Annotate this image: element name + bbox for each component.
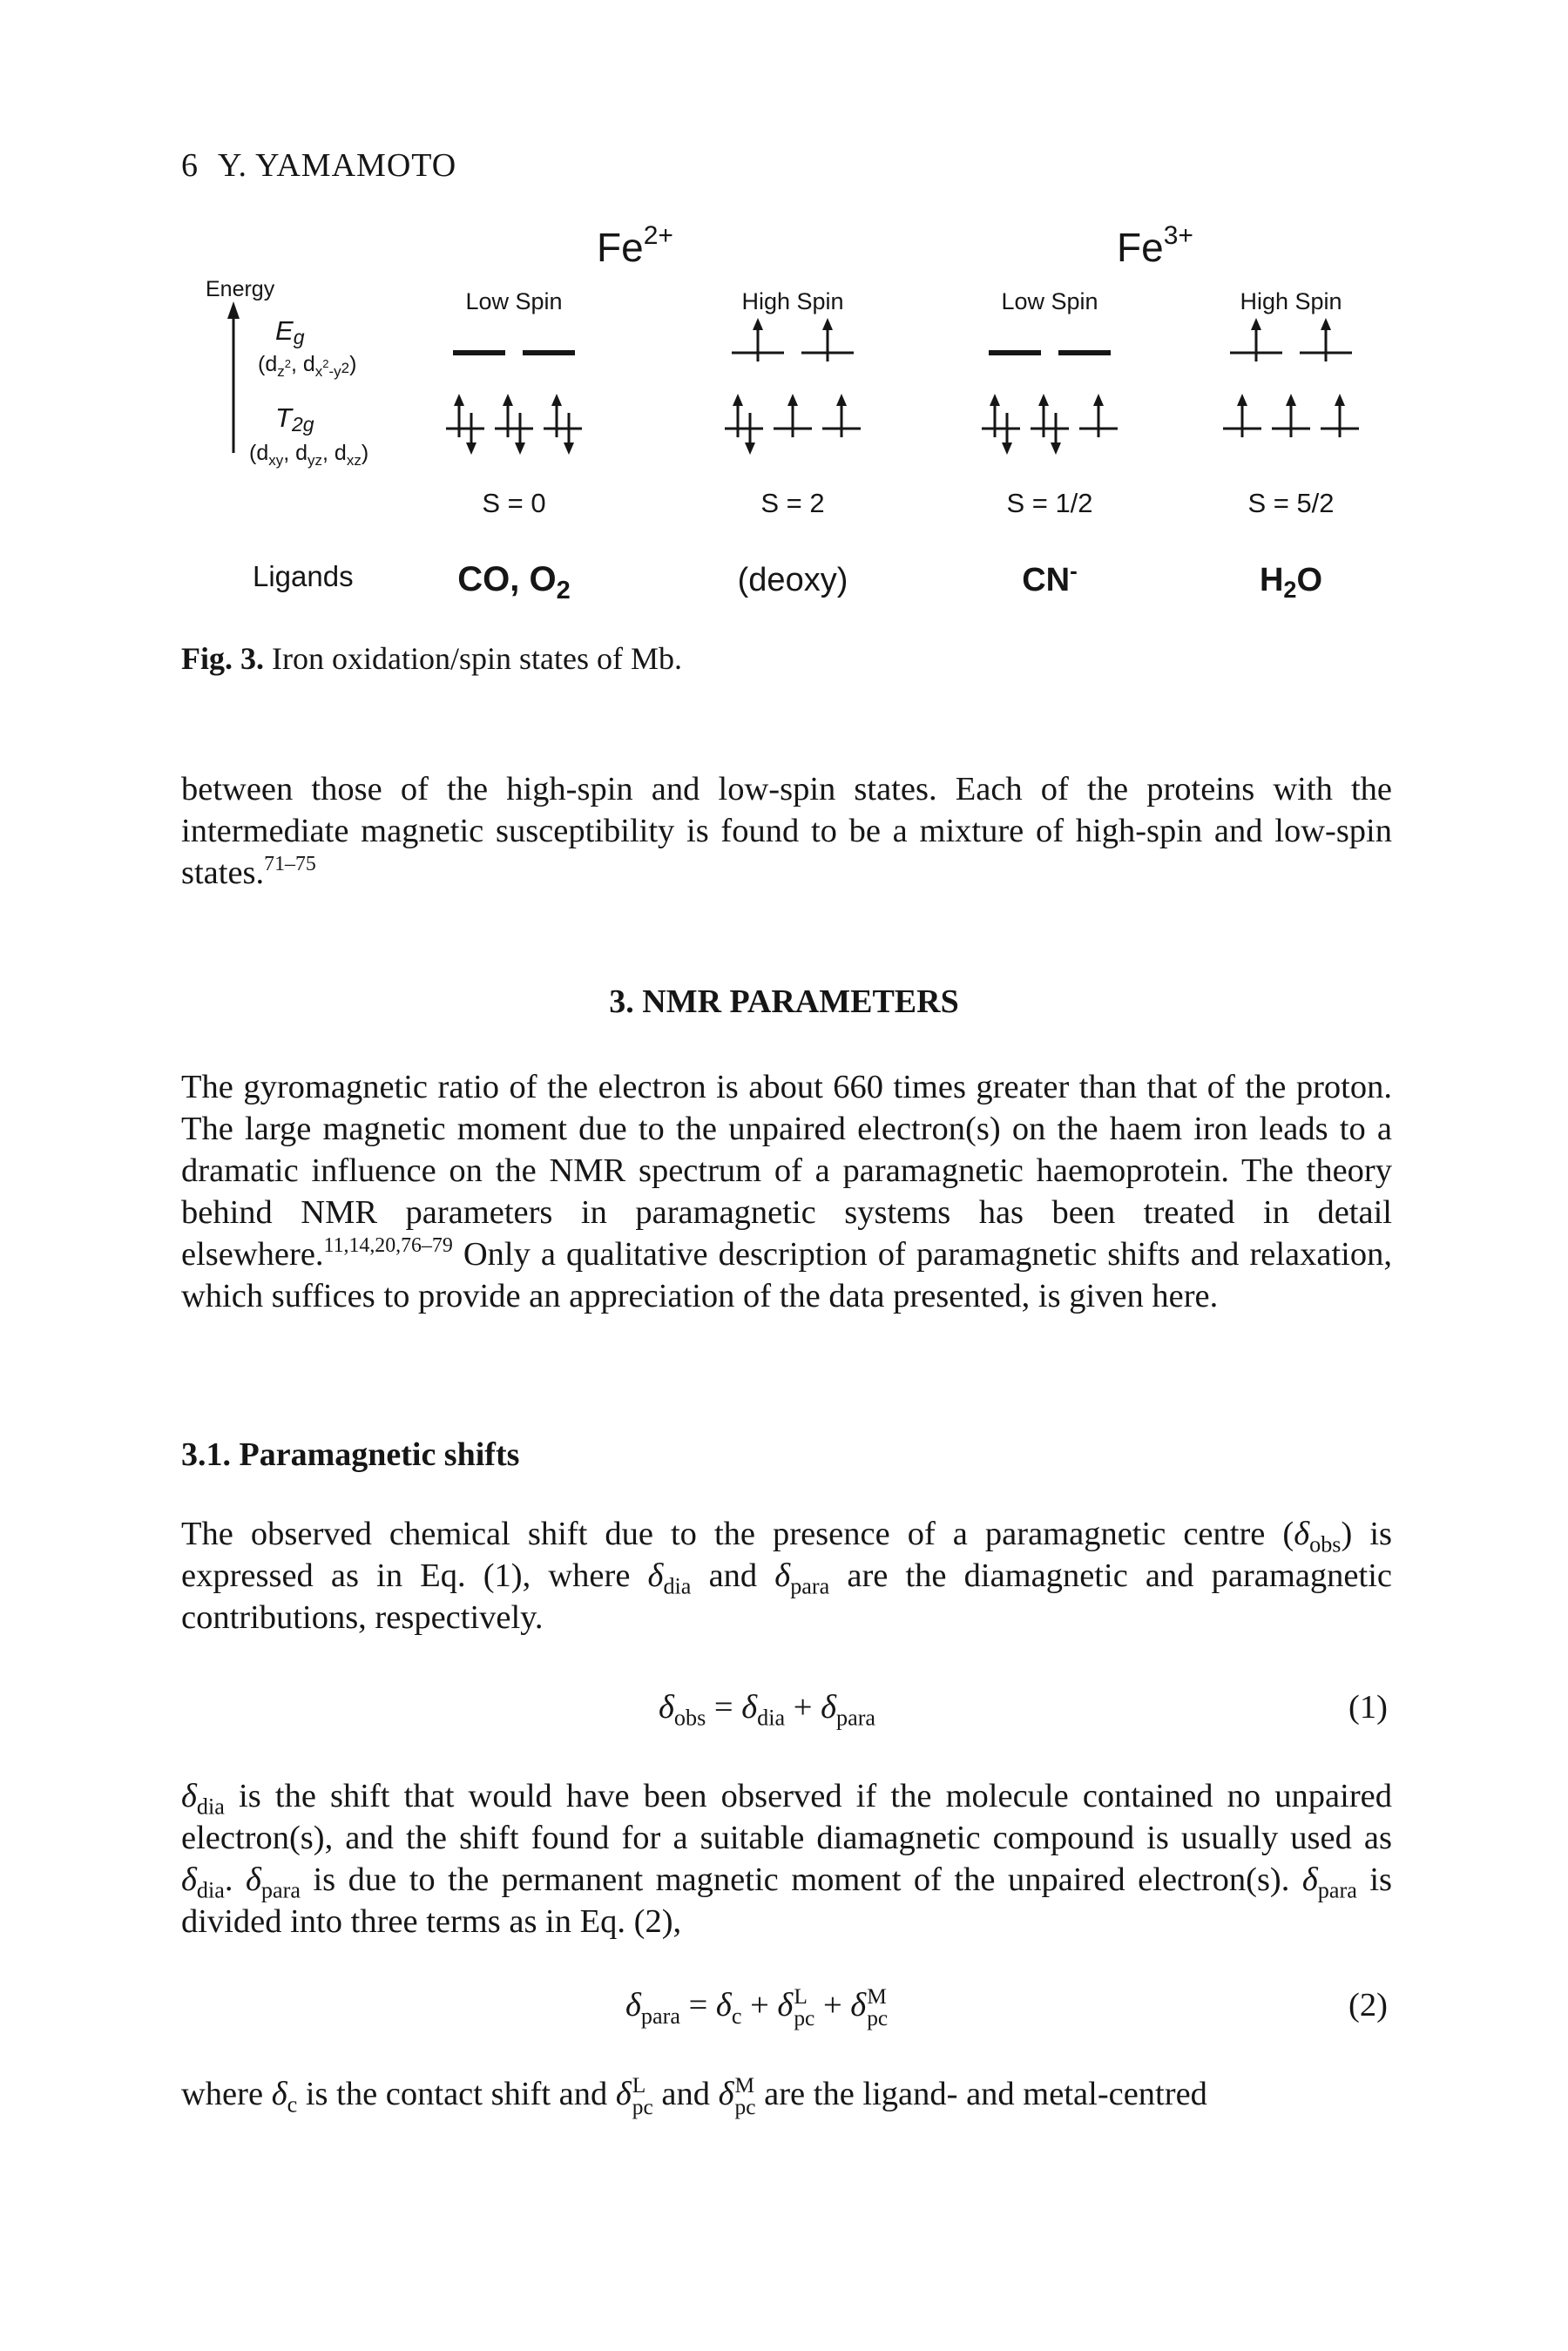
g1-s1-t2g-spin-up-arrowhead-icon <box>1237 394 1247 406</box>
caption-text: Iron oxidation/spin states of Mb. <box>272 641 682 676</box>
spin-state-columns <box>446 288 1359 518</box>
ion-label-fe2: $Fe^{2+}$ <box>597 221 673 270</box>
ligand-fe2-high-spin: (deoxy) <box>737 562 848 598</box>
ligand-fe3-high-spin: $H_2O$ <box>1259 562 1323 603</box>
eg-orbitals: ($d_z^2$, $d_x^2_{-y}2$) <box>258 352 357 380</box>
spin-quantum-number: S = 5/2 <box>1247 488 1335 518</box>
g1-s0-t2g-spin-up-arrowhead-icon <box>1093 394 1104 406</box>
t2g-orbitals: ($d_{xy}$, $d_{yz}$, $d_{xz}$) <box>249 441 369 469</box>
ligand-fe2-low-spin: CO, $O_2$ <box>457 560 571 605</box>
equation-1: $\delta_{obs} = \delta_{dia} + \delta_{para}$ <box>659 1689 876 1731</box>
paragraph-4: $\delta_{dia}$ is the shift that would have been observed if the molecule contained no unpaired electron(s), and the shift found for a suitable diamagnetic compound is usually used as $\delta_{dia}$. $\delta_{para}$ is due to the permanent magnetic moment of the unpaired electron(s). $\delta_{para}$ is divided into three terms as in Eq. (2), <box>181 1778 1392 1940</box>
figure-iron-spin-states <box>0 0 1568 627</box>
equation-1-number: (1) <box>1348 1689 1388 1726</box>
citation: 11,14,20,76–79 <box>323 1234 453 1258</box>
g0-s0-t2g-spin-up-arrowhead-icon <box>454 394 464 406</box>
spin-state-label: High Spin <box>741 288 844 314</box>
spin-state-label: Low Spin <box>1001 288 1098 314</box>
g1-s1-t2g-spin-up-arrowhead-icon <box>1335 394 1345 406</box>
ligands-label: Ligands <box>253 560 354 592</box>
spin-quantum-number: S = 2 <box>760 488 825 518</box>
g1-s0-t2g-spin-down-arrowhead-icon <box>1002 443 1012 455</box>
g0-s0-t2g-spin-down-arrowhead-icon <box>564 443 574 455</box>
eg-label: Eg <box>275 315 305 348</box>
t2g-label: T2g <box>275 402 314 436</box>
equation-2: $\delta_{para} = \delta_c + \delta$ L pc + δ M pc <box>625 1984 889 2031</box>
g0-s1-eg-spin-up-arrowhead-icon <box>753 318 763 330</box>
g1-s0-t2g-spin-down-arrowhead-icon <box>1051 443 1061 455</box>
ligand-fe3-low-spin: CN- <box>1022 557 1078 598</box>
g0-s1-t2g-spin-up-arrowhead-icon <box>733 394 743 406</box>
g0-s1-eg-spin-up-arrowhead-icon <box>822 318 833 330</box>
paragraph-3: The observed chemical shift due to the presence of a paramagnetic centre $(\delta_{obs})$ is expressed as in Eq. (1), where $\delta_{dia}$ and $\delta_{para}$ are the diamagnetic and paramagnetic contributions, respectively. <box>181 1516 1393 1636</box>
g1-s1-t2g-spin-up-arrowhead-icon <box>1286 394 1296 406</box>
caption-label: Fig. 3. <box>181 641 264 676</box>
energy-axis-label: Energy <box>206 277 275 301</box>
paragraph-5: where $\delta_c$ is the contact shift and δ L pc and δ M pc are the ligand- and metal-centred <box>181 2072 1207 2120</box>
spin-quantum-number: S = 0 <box>482 488 546 518</box>
g0-s0-t2g-spin-down-arrowhead-icon <box>466 443 476 455</box>
g0-s0-t2g-spin-up-arrowhead-icon <box>551 394 562 406</box>
spin-state-label: Low Spin <box>465 288 563 314</box>
author-name: Y. YAMAMOTO <box>218 147 457 184</box>
figure-caption <box>181 640 682 677</box>
g1-s1-eg-spin-up-arrowhead-icon <box>1321 318 1331 330</box>
paragraph-2: The gyromagnetic ratio of the electron is about 660 times greater than that of the proton. The large magnetic moment due to the unpaired electron(s) on the haem iron leads to a dramatic influence on the NMR spectrum of a paramagnetic haemoprotein. The theory behind NMR parameters in paramagnetic systems has been treated in detail elsewhere.$^{11,14,20,76-79}$ Only a qualitative description of paramagnetic shifts and relaxation, which suffices to provide an appreciation of the data presented, is given here. <box>181 1069 1392 1314</box>
g0-s1-t2g-spin-down-arrowhead-icon <box>745 443 755 455</box>
subsection-heading: 3.1. Paramagnetic shifts <box>181 1436 520 1473</box>
g0-s0-t2g-spin-down-arrowhead-icon <box>515 443 525 455</box>
g0-s0-t2g-spin-up-arrowhead-icon <box>503 394 513 406</box>
g1-s0-t2g-spin-up-arrowhead-icon <box>1038 394 1049 406</box>
energy-axis-arrow-icon <box>227 301 240 319</box>
spin-state-label: High Spin <box>1240 288 1342 314</box>
citation: 71–75 <box>264 853 316 876</box>
g1-s1-eg-spin-up-arrowhead-icon <box>1251 318 1261 330</box>
paragraph-1: between those of the high-spin and low-spin states. Each of the proteins with the intermediate magnetic susceptibility is found to be a mixture of high-spin and low-spin states.$^{71-75}$ <box>181 771 1392 891</box>
g0-s1-t2g-spin-up-arrowhead-icon <box>836 394 847 406</box>
spin-quantum-number: S = 1/2 <box>1006 488 1093 518</box>
section-heading: 3. NMR PARAMETERS <box>609 983 959 1020</box>
g0-s1-t2g-spin-up-arrowhead-icon <box>787 394 798 406</box>
g1-s0-t2g-spin-up-arrowhead-icon <box>990 394 1000 406</box>
ion-label-fe3: $Fe^{3+}$ <box>1117 221 1193 270</box>
equation-2-number: (2) <box>1348 1987 1388 2023</box>
page-number: 6 <box>181 147 199 184</box>
